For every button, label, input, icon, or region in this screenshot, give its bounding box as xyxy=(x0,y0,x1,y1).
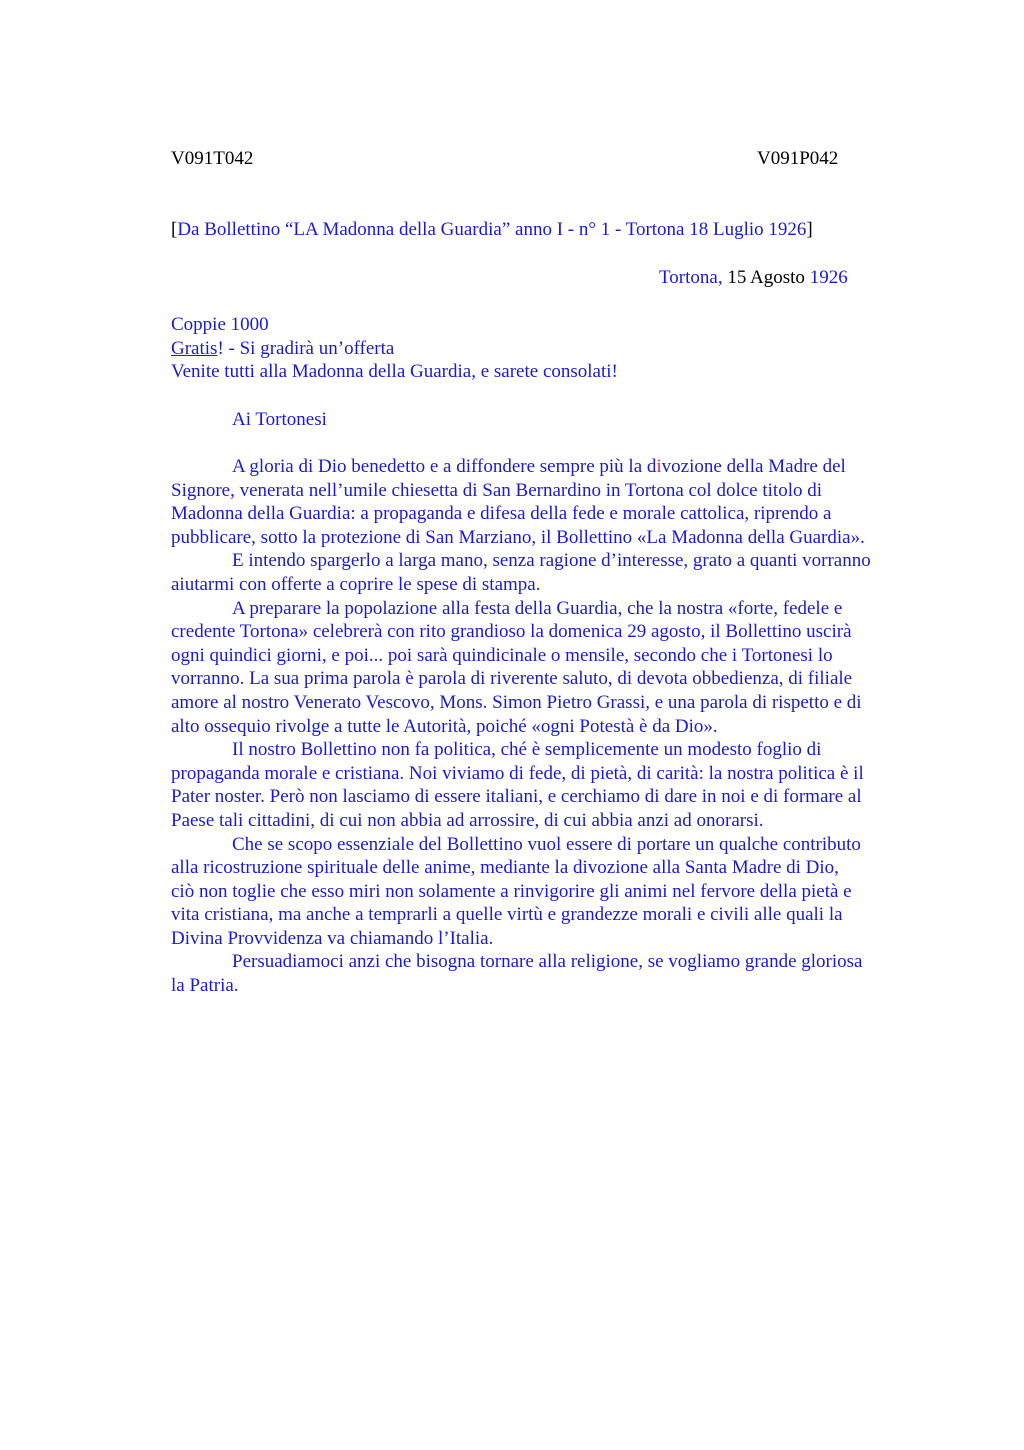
gratis-word: Gratis xyxy=(171,337,218,359)
source-open-bracket: [ xyxy=(171,219,178,240)
paragraph-line: Paese tali cittadini, di cui non abbia ad arrossire, di cui abbia anzi ad onorarsi. xyxy=(171,809,764,831)
invite-line: Venite tutti alla Madonna della Guardia, e sarete consolati! xyxy=(171,361,618,383)
paragraph-line: E intendo spargerlo a larga mano, senza ragione d’interesse, grato a quanti vorranno xyxy=(232,550,871,572)
date-day-month: 15 Agosto xyxy=(722,267,810,288)
paragraph-line: vorranno. La sua prima parola è parola di riverente saluto, di devota obbedienza, di filiale xyxy=(171,668,853,690)
paragraph-line: Il nostro Bollettino non fa politica, ché è semplicemente un modesto foglio di xyxy=(232,739,822,761)
greeting-heading: Ai Tortonesi xyxy=(232,409,327,430)
offer-text: ! - Si gradirà un’offerta xyxy=(217,337,395,359)
paragraph-line: alto ossequio rivolge a tutte le Autorità, poiché «ogni Potestà è da Dio». xyxy=(171,715,718,737)
paragraph-line: credente Tortona» celebrerà con rito grandioso la domenica 29 agosto, il Bollettino uscirà xyxy=(171,621,852,643)
copies-line: Coppie 1000 xyxy=(171,314,269,335)
paragraph-line: A preparare la popolazione alla festa della Guardia, che la nostra «forte, fedele e xyxy=(232,597,843,619)
paragraph-line: pubblicare, sotto la protezione di San Marziano, il Bollettino «La Madonna della Guardia». xyxy=(171,526,865,548)
paragraph-line: Madonna della Guardia: a propaganda e difesa della fede e morale cattolica, riprendo a xyxy=(171,503,832,525)
source-text: Da Bollettino “LA Madonna della Guardia” anno I - n° 1 - Tortona 18 Luglio 1926 xyxy=(177,219,807,240)
paragraph-line: Che se scopo essenziale del Bollettino vuol essere di portare un qualche contributo xyxy=(232,833,861,855)
paragraph-line: Pater noster. Però non lasciamo di essere italiani, e cerchiamo di dare in noi e di formare al xyxy=(171,786,862,808)
highlighted-letter: i xyxy=(656,456,662,477)
paragraph-line: ogni quindici giorni, e poi... poi sarà quindicinale o mensile, secondo che i Tortonesi lo xyxy=(171,644,833,666)
paragraph-line: ciò non toglie che esso miri non solamente a rinvigorire gli animi nel fervore della pietà e xyxy=(171,880,852,902)
document-code-right: V091P042 xyxy=(757,148,839,169)
paragraph-line: propaganda morale e cristiana. Noi viviamo di fede, di pietà, di carità: la nostra politica è il xyxy=(171,762,864,784)
document-code-left: V091T042 xyxy=(171,148,254,169)
text-run: A gloria di Dio benedetto e a diffondere sempre più la d xyxy=(232,456,657,477)
intro-block xyxy=(171,313,618,384)
paragraph-line: amore al nostro Venerato Vescovo, Mons. Simon Pietro Grassi, e una parola di rispetto e di xyxy=(171,691,862,713)
paragraph-line: Divina Provvidenza va chiamando l’Italia. xyxy=(171,927,494,949)
paragraph-line: alla ricostruzione spirituale delle anime, mediante la divozione alla Santa Madre di Dio, xyxy=(171,857,839,879)
source-citation xyxy=(171,218,813,242)
paragraph-line: la Patria. xyxy=(171,975,239,997)
source-close-bracket: ] xyxy=(806,219,813,240)
paragraph-line: vita cristiana, ma anche a temprarli a quelle virtù e grandezze morali e civili alle quali la xyxy=(171,904,843,926)
letter-date xyxy=(659,266,848,290)
paragraph-line: Persuadiamoci anzi che bisogna tornare alla religione, se vogliamo grande gloriosa xyxy=(232,951,863,973)
gratis-line xyxy=(171,337,618,361)
date-place: Tortona, xyxy=(659,267,723,288)
paragraph-line xyxy=(171,455,931,479)
paragraph-line: Signore, venerata nell’umile chiesetta di San Bernardino in Tortona col dolce titolo di xyxy=(171,479,823,501)
text-run: vozione della Madre del xyxy=(661,456,846,477)
paragraph-line: aiutarmi con offerte a coprire le spese di stampa. xyxy=(171,573,541,595)
date-year: 1926 xyxy=(809,267,848,288)
letter-body xyxy=(171,455,931,998)
